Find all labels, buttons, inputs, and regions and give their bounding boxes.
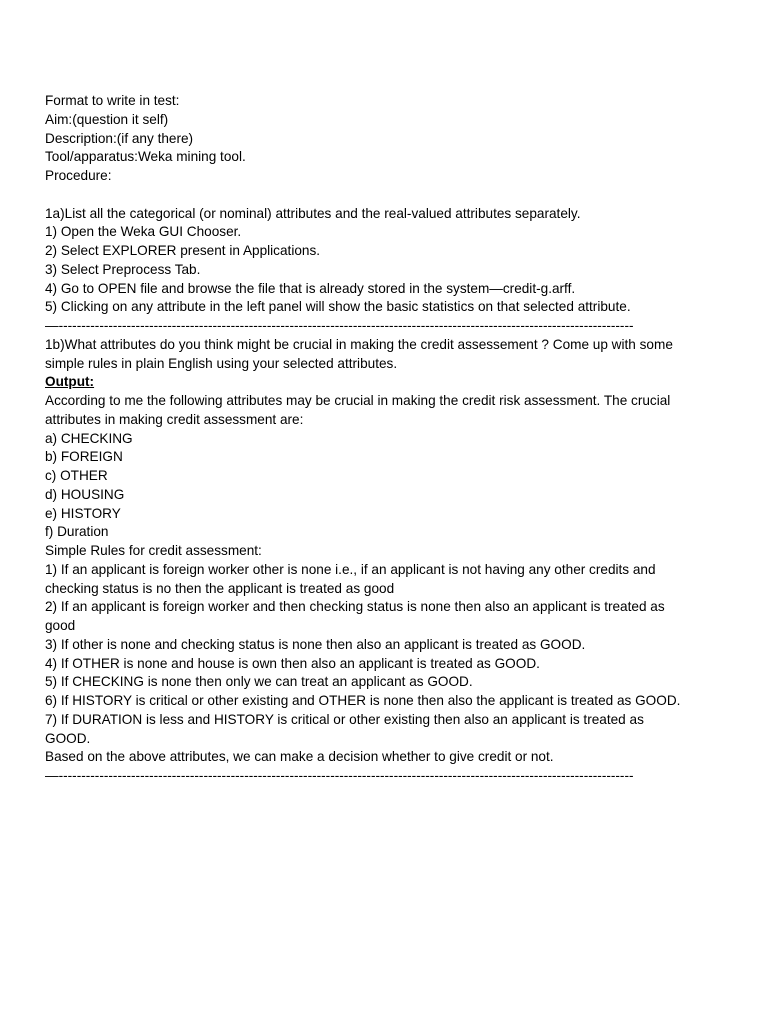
attribute-item: c) OTHER <box>45 468 108 483</box>
output-intro: According to me the following attributes may be crucial in making the credit risk assessment. The crucial attributes in making credit assessment are: <box>45 393 671 427</box>
conclusion-text: Based on the above attributes, we can make a decision whether to give credit or not. <box>45 749 554 765</box>
step-item: 2) Select EXPLORER present in Applications. <box>45 243 321 258</box>
rule-item: 2) If an applicant is foreign worker and then checking status is none then also an applicant is treated as good <box>45 599 665 633</box>
rule-item: 4) If OTHER is none and house is own then also an applicant is treated as GOOD. <box>45 655 540 671</box>
blank-spacer <box>45 186 745 205</box>
output-heading: Output: <box>45 374 95 390</box>
document-page <box>45 92 745 786</box>
tool-line: Tool/apparatus:Weka mining tool. <box>45 149 246 165</box>
attribute-item: e) HISTORY <box>45 505 121 521</box>
section-1b <box>45 336 745 767</box>
rule-item: 1) If an applicant is foreign worker other is none i.e., if an applicant is not having any other credits and checking status is no then the applicant is treated as good <box>45 561 656 596</box>
separator-rule: —------------------------------------------------------------------------------------------------------------------------------- <box>45 318 634 333</box>
rules-heading: Simple Rules for credit assessment: <box>45 543 262 558</box>
attribute-item: d) HOUSING <box>45 486 125 502</box>
rule-item: 3) If other is none and checking status is none then also an applicant is treated as GOOD. <box>45 636 586 652</box>
rule-item: 7) If DURATION is less and HISTORY is critical or other existing then also an applicant is treated as GOOD. <box>45 711 644 746</box>
rules-list <box>45 561 745 749</box>
attribute-item: f) Duration <box>45 524 109 540</box>
procedure-line: Procedure: <box>45 168 112 183</box>
question-1b-title: 1b)What attributes do you think might be crucial in making the credit assessement ? Come up with some simple rules in plain English using your selected attributes. <box>45 336 673 371</box>
separator-rule: —------------------------------------------------------------------------------------------------------------------------------- <box>45 768 634 783</box>
section-1a <box>45 205 745 318</box>
step-item: 3) Select Preprocess Tab. <box>45 261 201 277</box>
rule-item: 6) If HISTORY is critical or other existing and OTHER is none then also the applicant is treated as GOOD. <box>45 693 681 708</box>
attribute-item: a) CHECKING <box>45 430 133 446</box>
step-item: 5) Clicking on any attribute in the left panel will show the basic statistics on that selected attribute. <box>45 299 631 315</box>
attribute-list <box>45 430 745 543</box>
description-line: Description:(if any there) <box>45 130 194 146</box>
format-line: Format to write in test: <box>45 93 180 108</box>
step-item: 1) Open the Weka GUI Chooser. <box>45 224 242 240</box>
step-item: 4) Go to OPEN file and browse the file that is already stored in the system—credit-g.arff. <box>45 280 576 296</box>
attribute-item: b) FOREIGN <box>45 449 123 465</box>
rule-item: 5) If CHECKING is none then only we can treat an applicant as GOOD. <box>45 674 473 690</box>
question-1a-title: 1a)List all the categorical (or nominal) attributes and the real-valued attributes separately. <box>45 205 581 221</box>
format-header <box>45 92 745 186</box>
aim-line: Aim:(question it self) <box>45 111 169 127</box>
